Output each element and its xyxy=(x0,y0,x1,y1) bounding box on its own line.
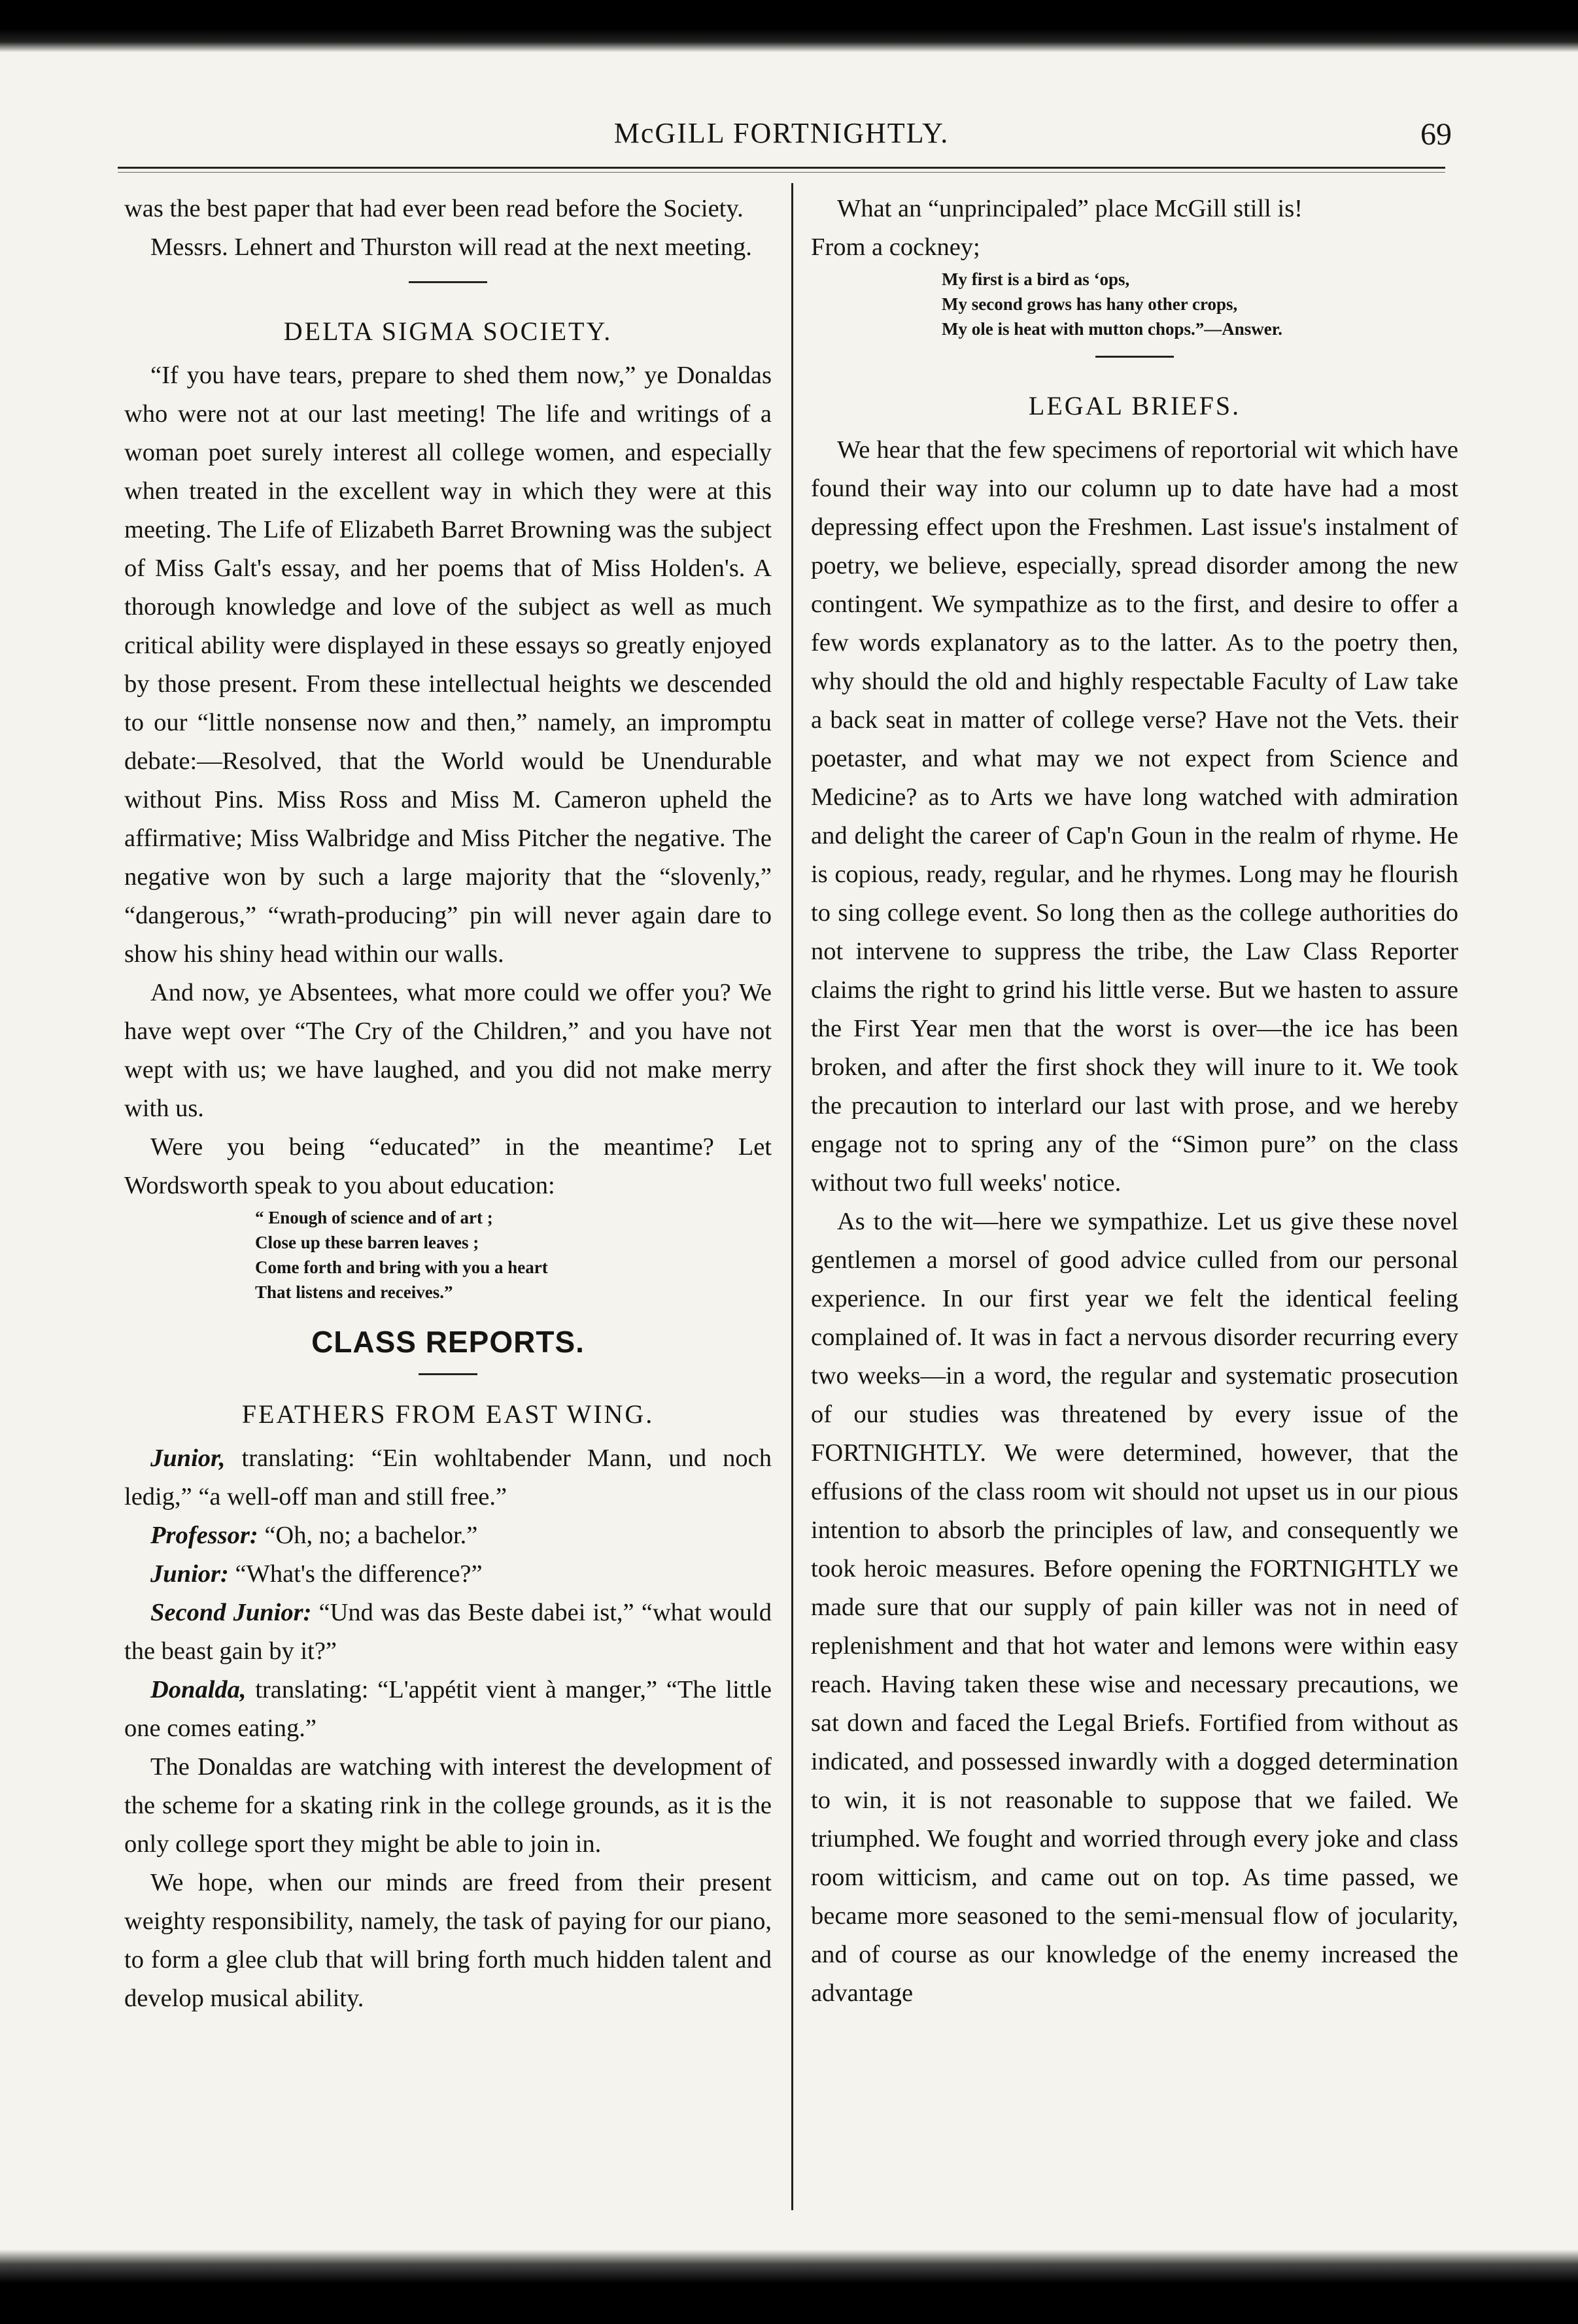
dialogue-line xyxy=(124,1594,772,1671)
speaker-label: Professor: xyxy=(150,1522,258,1549)
cockney-riddle xyxy=(811,267,1458,341)
running-title: McGILL FORTNIGHTLY. xyxy=(613,117,950,149)
right-column xyxy=(811,190,1458,2013)
dialogue-text: “Oh, no; a bachelor.” xyxy=(258,1522,478,1549)
paragraph: What an “unprincipaled” place McGill still is! xyxy=(837,195,1303,222)
paragraph: was the best paper that had ever been read before the Society. xyxy=(124,195,744,222)
poem-line: That listens and receives.” xyxy=(255,1282,453,1302)
dialogue-text: translating: “Ein wohltabender Mann, und noch ledig,” “a well-off man and still free.” xyxy=(124,1444,772,1511)
poem-line: Come forth and bring with you a heart xyxy=(255,1257,548,1277)
poem-quote xyxy=(124,1205,772,1305)
section-heading-feathers: FEATHERS FROM EAST WING. xyxy=(241,1399,655,1429)
riddle-line: My ole is heat with mutton chops.”—Answer. xyxy=(942,319,1283,339)
section-heading-class-reports: CLASS REPORTS. xyxy=(311,1325,585,1359)
speaker-label: Junior, xyxy=(150,1444,226,1472)
paragraph: And now, ye Absentees, what more could we offer you? We have wept over “The Cry of the Children,” and you have not wept with us; we have laughed, and you did not make merry with us. xyxy=(124,979,772,1122)
section-rule xyxy=(409,281,487,283)
paragraph: From a cockney; xyxy=(811,233,980,261)
dialogue-line xyxy=(124,1555,772,1594)
page-number: 69 xyxy=(1420,117,1452,152)
header-rule-thin xyxy=(118,172,1445,173)
dialogue-text: “What's the difference?” xyxy=(228,1560,483,1588)
dialogue-line xyxy=(124,1439,772,1516)
paragraph: “If you have tears, prepare to shed them now,” ye Donaldas who were not at our last meeting! The life and writings of a woman poet surely interest all college women, and especially when treated in the excellent way in which they were at this meeting. The Life of Elizabeth Barret Browning was the subject of Miss Galt's essay, and her poems that of Miss Holden's. A thorough knowledge and love of the subject as well as much critical ability were displayed in these essays so greatly enjoyed by those present. From these intellectual heights we descended to our “little nonsense now and then,” namely, an impromptu debate:—Resolved, that the World would be Unendurable without Pins. Miss Ross and Miss M. Cameron upheld the affirmative; Miss Walbridge and Miss Pitcher the negative. The negative won by such a large majority that the “slovenly,” “dangerous,” “wrath-producing” pin will never again dare to show his shiny head within our walls. xyxy=(124,362,772,968)
section-rule xyxy=(419,1373,477,1375)
paragraph: We hope, when our minds are freed from their present weighty responsibility, namely, the task of paying for our piano, to form a glee club that will bring forth much hidden talent and develop musical ability. xyxy=(124,1869,772,2012)
dialogue-line xyxy=(124,1516,772,1555)
section-heading-legal-briefs: LEGAL BRIEFS. xyxy=(1028,391,1241,420)
dialogue-line xyxy=(124,1671,772,1748)
header-rule xyxy=(118,167,1445,169)
page-header xyxy=(105,116,1458,162)
speaker-label: Donalda, xyxy=(150,1676,247,1703)
section-heading-delta-sigma: DELTA SIGMA SOCIETY. xyxy=(283,316,613,346)
riddle-line: My second grows has hany other crops, xyxy=(942,294,1238,314)
speaker-label: Second Junior: xyxy=(150,1599,312,1626)
scan-border-top xyxy=(0,0,1578,52)
paragraph: Messrs. Lehnert and Thurston will read at the next meeting. xyxy=(150,233,752,261)
scan-border-bottom xyxy=(0,2249,1578,2324)
paragraph: As to the wit—here we sympathize. Let us give these novel gentlemen a morsel of good advice culled from our personal experience. In our first year we felt the identical feeling complained of. It was in fact a nervous disorder recurring every two weeks—in a word, the regular and systematic prosecution of our studies was threatened by every issue of the FORTNIGHTLY. We were determined, however, that the effusions of the class room wit should not upset us in our pious intention to absorb the principles of law, and consequently we took heroic measures. Before opening the FORTNIGHTLY we made sure that our supply of pain killer was not in need of replenishment and that hot water and lemons were within easy reach. Having taken these wise and necessary precautions, we sat down and faced the Legal Briefs. Fortified from without as indicated, and possessed inwardly with a dogged determination to win, it is not reasonable to suppose that we failed. We triumphed. We fought and worried through every joke and class room witticism, and came out on top. As time passed, we became more seasoned to the semi-mensual flow of jocularity, and of course as our knowledge of the enemy increased the advantage xyxy=(811,1208,1458,2007)
left-column xyxy=(124,190,772,2018)
column-divider xyxy=(791,183,793,2210)
paragraph: Were you being “educated” in the meantime? Let Wordsworth speak to you about education: xyxy=(124,1133,772,1199)
poem-line: Close up these barren leaves ; xyxy=(255,1233,479,1252)
section-rule xyxy=(1095,356,1174,358)
paragraph: The Donaldas are watching with interest the development of the scheme for a skating rink in the college grounds, as it is the only college sport they might be able to join in. xyxy=(124,1753,772,1858)
poem-line: “ Enough of science and of art ; xyxy=(255,1208,493,1227)
paragraph: We hear that the few specimens of reportorial wit which have found their way into our column up to date have had a most depressing effect upon the Freshmen. Last issue's instalment of poetry, we believe, especially, spread disorder among the new contingent. We sympathize as to the first, and desire to offer a few words explanatory as to the latter. As to the poetry then, why should the old and highly respectable Faculty of Law take a back seat in matter of college verse? Have not the Vets. their poetaster, and what may we not expect from Science and Medicine? as to Arts we have long watched with admiration and delight the career of Cap'n Goun in the realm of rhyme. He is copious, ready, regular, and he rhymes. Long may he flourish to sing college event. So long then as the college authorities do not intervene to suppress the tribe, the Law Class Reporter claims the right to grind his little verse. But we hasten to assure the First Year men that the worst is over—the ice has been broken, and after the first shock they will inure to it. We took the precaution to interlard our last with prose, and we hereby engage not to spring any of the “Simon pure” on the class without two full weeks' notice. xyxy=(811,436,1458,1197)
dialogue-text: “Und was das Beste dabei ist,” “what would the beast gain by it?” xyxy=(124,1599,772,1665)
riddle-line: My first is a bird as ‘ops, xyxy=(942,269,1130,289)
dialogue-text: translating: “L'appétit vient à manger,” “The little one comes eating.” xyxy=(124,1676,772,1742)
speaker-label: Junior: xyxy=(150,1560,229,1588)
